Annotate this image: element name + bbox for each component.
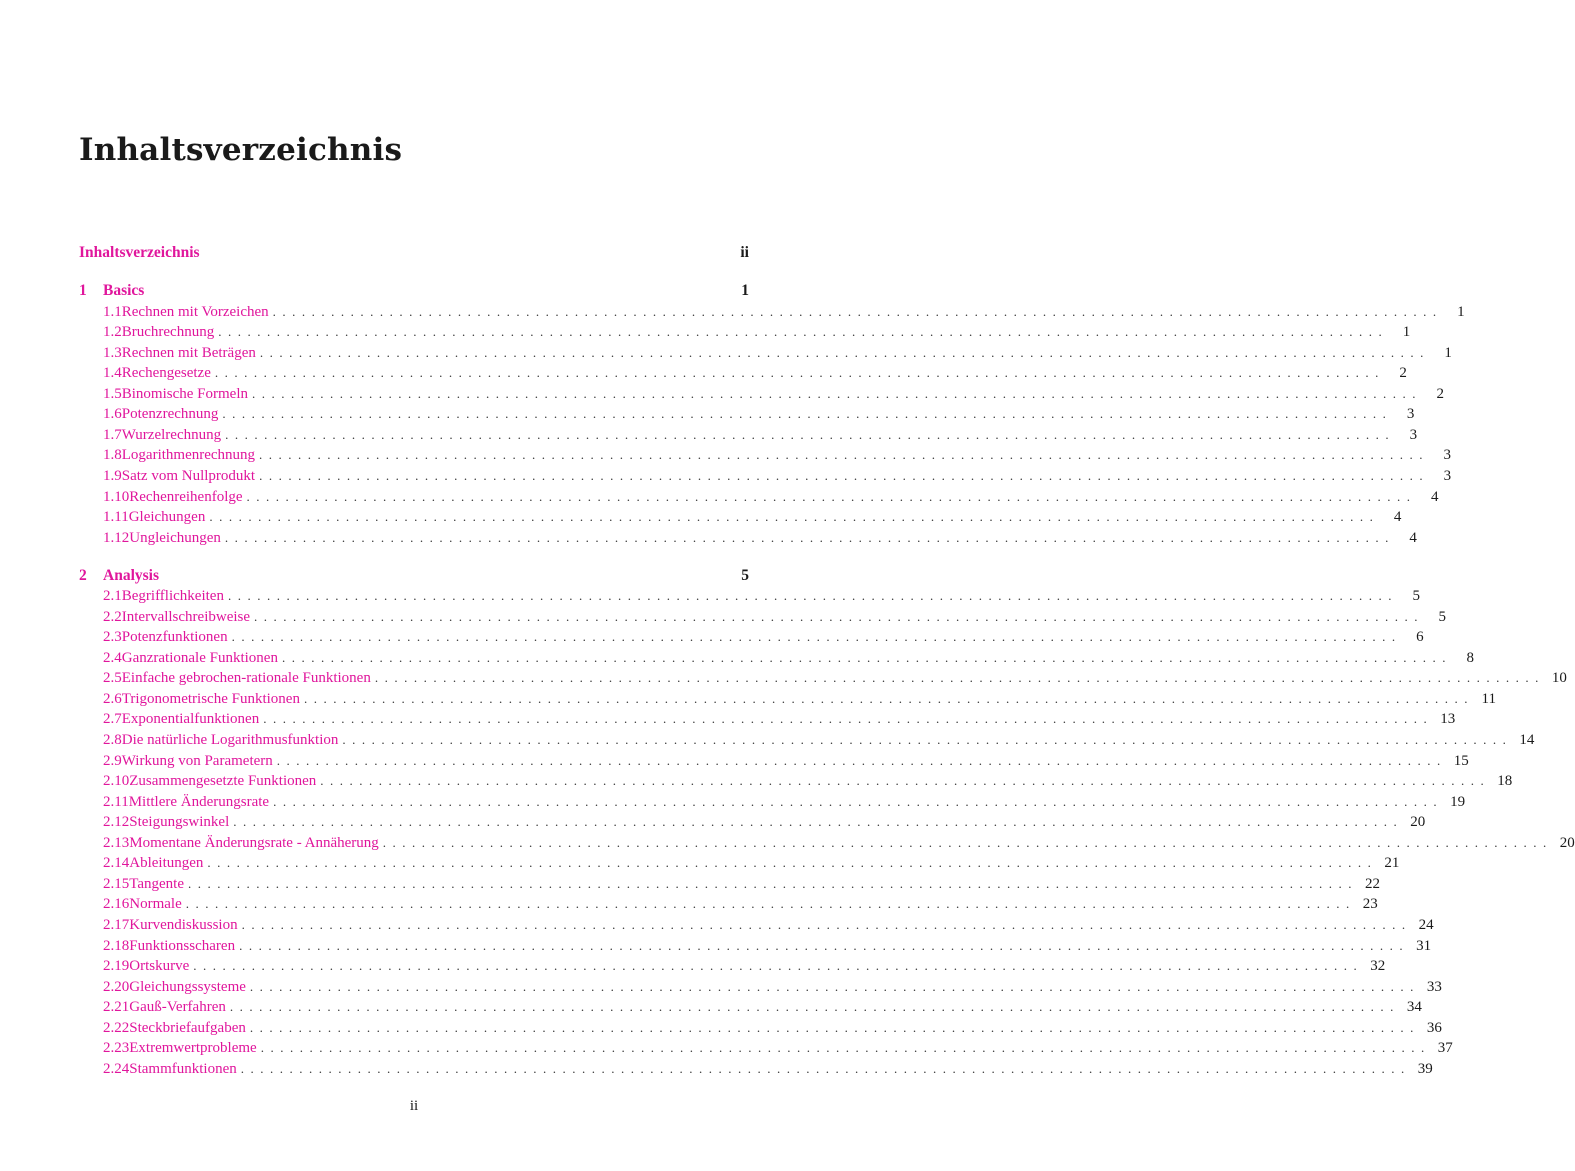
toc-section-entry[interactable] [79, 956, 1386, 976]
toc-dot-leader: ........................................................................................................................ [273, 793, 1444, 809]
toc-entry-number: 2.19 [103, 958, 130, 975]
toc-dot-leader: ........................................................................................................................ [231, 629, 1402, 645]
toc-entry-number: 2.24 [103, 1060, 130, 1077]
toc-dot-leader: ........................................................................................................................ [241, 916, 1412, 932]
toc-section-entry[interactable] [79, 586, 1420, 606]
toc-entry-number: 2.3 [103, 629, 122, 646]
toc-dot-leader: ........................................................................................................................ [252, 385, 1422, 401]
toc-dot-leader: ........................................................................................................................ [259, 344, 1430, 360]
toc-section-entry[interactable] [79, 607, 1447, 627]
toc-entry-number: 1.8 [103, 447, 122, 464]
toc-entry-title[interactable]: Steckbriefaufgaben [129, 1019, 246, 1036]
toc-section-entry[interactable] [79, 771, 1513, 791]
toc-entry-page: ii [740, 244, 749, 261]
toc-dot-leader: ........................................................................................................................ [276, 752, 1447, 768]
toc-entry-number: 1.3 [103, 344, 122, 361]
toc-dot-leader: ........................................................................................................................ [342, 732, 1513, 747]
toc-entry-page: 11 [1481, 690, 1496, 707]
toc-dot-leader: ........................................................................................................................ [254, 608, 1425, 624]
toc-dot-leader: ........................................................................................................................ [188, 875, 1359, 891]
toc-entry-title[interactable]: Ungleichungen [129, 529, 221, 546]
toc-entry-page: 14 [1519, 732, 1535, 748]
toc-dot-leader: ........................................................................................................................ [303, 690, 1474, 706]
toc-section-entry[interactable] [79, 812, 1426, 832]
toc-entry-page: 6 [1416, 629, 1424, 646]
toc-section-entry[interactable] [79, 894, 1378, 914]
toc-entry-number: 2.5 [103, 670, 122, 687]
toc-entry-page: 37 [1437, 1040, 1453, 1057]
toc-entry-number: 1.7 [103, 426, 122, 443]
toc-section-entry[interactable] [79, 997, 1422, 1017]
toc-entry-number: 1.12 [103, 529, 130, 546]
toc-section-entry[interactable] [79, 853, 1400, 873]
toc-section-entry[interactable] [79, 322, 1411, 342]
toc-section-entry[interactable] [79, 404, 1415, 424]
toc-dot-leader: ........................................................................................................................ [227, 588, 1398, 604]
toc-entry-page: 4 [1393, 509, 1402, 526]
toc-entry-title[interactable]: Ganzrationale Funktionen [121, 649, 278, 666]
toc-dot-leader: ........................................................................................................................ [249, 1019, 1420, 1035]
toc-section-entry[interactable] [79, 363, 1407, 383]
toc-section-entry[interactable] [79, 977, 1442, 997]
toc-entry-title[interactable]: Bruchrechnung [121, 324, 215, 341]
toc-section-entry[interactable] [79, 833, 1575, 853]
toc-entry-page: 36 [1426, 1019, 1442, 1036]
toc-entry-title[interactable]: Extremwertprobleme [129, 1040, 257, 1057]
toc-dot-leader: ........................................................................................................................ [193, 958, 1364, 974]
toc-entry-page: 1 [1444, 344, 1452, 361]
toc-section-entry[interactable] [79, 384, 1444, 404]
toc-entry-title[interactable]: Gleichungssysteme [129, 978, 246, 995]
toc-entry-number: 2.4 [103, 649, 122, 666]
toc-entry-page: 5 [1438, 608, 1447, 625]
toc-entry-title[interactable]: Binomische Formeln [121, 385, 248, 402]
toc-entry-page: 3 [1443, 467, 1452, 484]
toc-entry-title[interactable]: Einfache gebrochen-rationale Funktionen [121, 670, 371, 687]
toc-section-entry[interactable] [79, 466, 1452, 486]
toc-entry-number: 2.18 [103, 937, 130, 954]
toc-entry-title[interactable]: Rechenreihenfolge [129, 488, 243, 505]
toc-dot-leader: ........................................................................................................................ [229, 999, 1400, 1015]
toc-section-entry[interactable] [79, 302, 1465, 322]
toc-entry-page: 31 [1416, 937, 1432, 954]
toc-entry-title[interactable]: Logarithmenrechnung [121, 447, 256, 464]
toc-entry-number: 2.10 [103, 773, 130, 790]
toc-entry-page: 3 [1443, 447, 1452, 464]
toc-dot-leader: ........................................................................................................................ [260, 1040, 1431, 1056]
toc-dot-leader: ........................................................................................................................ [222, 406, 1393, 422]
toc-section-entry[interactable] [79, 425, 1418, 445]
toc-section-entry[interactable] [79, 487, 1439, 507]
toc-entry-page: 8 [1466, 649, 1474, 666]
toc-entry-title[interactable]: Gleichungen [128, 509, 206, 526]
toc-entry-number: 1.4 [103, 365, 122, 382]
toc-dot-leader: ........................................................................................................................ [224, 529, 1395, 545]
toc-section-entry[interactable] [79, 730, 1535, 750]
toc-entry-page: 19 [1450, 793, 1466, 810]
toc-section-entry[interactable] [79, 668, 1567, 688]
toc-entry-title[interactable]: Trigonometrische Funktionen [121, 690, 300, 707]
toc-entry-page: 5 [741, 566, 749, 584]
toc-entry-number: 2.15 [103, 875, 130, 892]
toc-dot-leader: ........................................................................................................................ [239, 937, 1410, 953]
toc-section-entry[interactable] [79, 709, 1456, 729]
toc-dot-leader: ........................................................................................................................ [259, 467, 1430, 483]
toc-chapter-entry[interactable] [79, 281, 749, 301]
toc-entry-number: 2.12 [103, 814, 130, 831]
toc-entry-number: 1.6 [103, 406, 122, 423]
toc-entry-page: 2 [1436, 385, 1444, 402]
toc-entry-number: 2.17 [103, 916, 130, 933]
toc-section-entry[interactable] [79, 1059, 1433, 1079]
toc-entry-page: 13 [1440, 711, 1456, 728]
toc-entry-number: 2.1 [103, 588, 122, 605]
toc-chapter-entry[interactable] [79, 243, 749, 263]
toc-section-entry[interactable] [79, 445, 1452, 465]
toc-entry-title[interactable]: Kurvendiskussion [129, 916, 238, 933]
toc-dot-leader: ........................................................................................................................ [374, 670, 1545, 686]
toc-entry-number: 2.22 [103, 1019, 130, 1036]
toc-entry-number: 1.9 [103, 467, 122, 484]
toc-entry-page: 23 [1362, 896, 1378, 913]
toc-entry-number: 2.21 [103, 999, 130, 1016]
toc-section-entry[interactable] [79, 936, 1432, 956]
toc-dot-leader: ........................................................................................................................ [246, 488, 1417, 504]
toc-entry-title[interactable]: Inhaltsverzeichnis [79, 244, 200, 261]
toc-section-entry[interactable] [79, 627, 1424, 647]
toc-entry-page: 24 [1418, 916, 1434, 933]
toc-entry-page: 39 [1417, 1060, 1433, 1077]
toc-entry-title[interactable]: Potenzfunktionen [121, 629, 228, 646]
toc-entry-page: 32 [1370, 958, 1386, 975]
toc-entry-title[interactable]: Basics [103, 282, 145, 299]
toc-section-entry[interactable] [79, 751, 1469, 771]
toc-entry-title[interactable]: Begrifflichkeiten [121, 588, 224, 605]
toc-section-entry[interactable] [79, 1018, 1442, 1038]
toc-entry-number: 1.10 [103, 488, 130, 505]
toc-entry-page: 15 [1453, 752, 1469, 769]
toc-section-entry[interactable] [79, 689, 1496, 709]
toc-entry-title[interactable]: Analysis [103, 566, 159, 584]
toc-entry-page: 10 [1551, 670, 1567, 687]
page-title: Inhaltsverzeichnis [79, 132, 403, 168]
toc-entry-title[interactable]: Momentane Änderungsrate - Annäherung [129, 834, 379, 851]
toc-entry-title[interactable]: Tangente [129, 875, 185, 892]
toc-entry-page: 21 [1384, 855, 1400, 872]
toc-section-entry[interactable] [79, 343, 1452, 363]
toc-entry-number: 2.16 [103, 896, 130, 913]
toc-entry-title[interactable]: Satz vom Nullprodukt [121, 467, 256, 484]
toc-entry-title[interactable]: Steigungswinkel [129, 814, 230, 831]
toc-entry-number: 2.8 [103, 732, 122, 748]
toc-entry-title[interactable]: Rechnen mit Vorzeichen [121, 303, 269, 320]
toc-section-entry[interactable] [79, 915, 1434, 935]
toc-entry-title[interactable]: Wirkung von Parametern [121, 752, 273, 769]
toc-dot-leader: ........................................................................................................................ [207, 855, 1378, 871]
toc-entry-number: 2.6 [103, 690, 122, 707]
toc-section-entry[interactable] [79, 874, 1381, 894]
toc-entry-page: 33 [1426, 978, 1442, 995]
toc-dot-leader: ........................................................................................................................ [209, 509, 1380, 525]
toc-section-entry[interactable] [79, 1038, 1453, 1058]
toc-entry-page: 4 [1431, 488, 1439, 505]
toc-entry-title[interactable]: Potenzrechnung [121, 406, 219, 423]
toc-entry-page: 5 [1412, 588, 1420, 605]
toc-entry-number: 1.5 [103, 385, 122, 402]
page-number: ii [409, 1098, 419, 1114]
toc-entry-page: 22 [1365, 875, 1381, 892]
toc-entry-page: 1 [741, 282, 749, 299]
toc-dot-leader: ........................................................................................................................ [263, 711, 1434, 727]
toc-entry-number: 2.23 [103, 1040, 130, 1057]
toc-entry-title[interactable]: Ableitungen [129, 855, 204, 872]
toc-entry-page: 1 [1402, 324, 1411, 341]
toc-entry-number: 2.9 [103, 752, 122, 769]
toc-entry-number: 2 [79, 566, 87, 584]
toc-entry-title[interactable]: Gauß-Verfahren [129, 999, 226, 1016]
toc-entry-number: 2.13 [103, 834, 130, 851]
toc-entry-page: 3 [1406, 406, 1415, 423]
toc-dot-leader: ........................................................................................................................ [214, 365, 1385, 381]
toc-chapter-entry[interactable] [79, 566, 749, 586]
toc-entry-title[interactable]: Wurzelrechnung [121, 426, 222, 443]
toc-dot-leader: ........................................................................................................................ [240, 1060, 1411, 1076]
toc-dot-leader: ........................................................................................................................ [320, 773, 1491, 789]
toc-dot-leader: ........................................................................................................................ [272, 303, 1443, 319]
toc-section-entry[interactable] [79, 507, 1402, 527]
toc-entry-number: 2.2 [103, 608, 122, 625]
toc-entry-title[interactable]: Exponentialfunktionen [121, 711, 260, 728]
toc-entry-number: 1.11 [103, 509, 129, 526]
toc-dot-leader: ........................................................................................................................ [249, 978, 1420, 994]
toc-entry-title[interactable]: Rechengesetze [121, 365, 211, 382]
toc-entry-page: 20 [1559, 834, 1575, 851]
toc-entry-number: 1.2 [103, 324, 122, 341]
toc-entry-title[interactable]: Stammfunktionen [129, 1060, 237, 1077]
toc-dot-leader: ........................................................................................................................ [218, 324, 1389, 340]
toc-entry-page: 20 [1410, 814, 1426, 831]
toc-section-entry[interactable] [79, 792, 1466, 812]
toc-section-entry[interactable] [79, 648, 1474, 668]
toc-entry-title[interactable]: Zusammengesetzte Funktionen [129, 773, 317, 790]
toc-entry-number: 2.11 [103, 793, 129, 810]
toc-section-entry[interactable] [79, 528, 1417, 548]
toc-entry-number: 1 [79, 282, 87, 299]
toc-dot-leader: ........................................................................................................................ [225, 426, 1396, 442]
toc-entry-number: 2.20 [103, 978, 130, 995]
toc-entry-title[interactable]: Ortskurve [129, 958, 190, 975]
toc-entry-title[interactable]: Funktionsscharen [129, 937, 236, 954]
toc-entry-title[interactable]: Intervallschreibweise [121, 608, 251, 625]
toc-entry-page: 1 [1457, 303, 1465, 320]
toc-entry-page: 2 [1399, 365, 1407, 382]
toc-dot-leader: ........................................................................................................................ [233, 814, 1404, 830]
toc-entry-title[interactable]: Die natürliche Logarithmusfunktion [121, 732, 339, 748]
toc-entry-page: 18 [1497, 773, 1513, 790]
toc-entry-number: 2.14 [103, 855, 130, 872]
toc-dot-leader: ........................................................................................................................ [259, 447, 1430, 463]
toc-dot-leader: ........................................................................................................................ [382, 834, 1553, 850]
toc-entry-title[interactable]: Normale [129, 896, 182, 913]
toc-entry-page: 4 [1409, 529, 1417, 546]
toc-dot-leader: ........................................................................................................................ [281, 649, 1452, 665]
toc-entry-page: 3 [1409, 426, 1418, 443]
toc-entry-number: 2.7 [103, 711, 122, 728]
toc-entry-title[interactable]: Rechnen mit Beträgen [121, 344, 256, 361]
toc-dot-leader: ........................................................................................................................ [185, 896, 1356, 912]
toc-entry-number: 1.1 [103, 303, 122, 320]
toc-entry-page: 34 [1406, 999, 1422, 1016]
toc-entry-title[interactable]: Mittlere Änderungsrate [128, 793, 270, 810]
